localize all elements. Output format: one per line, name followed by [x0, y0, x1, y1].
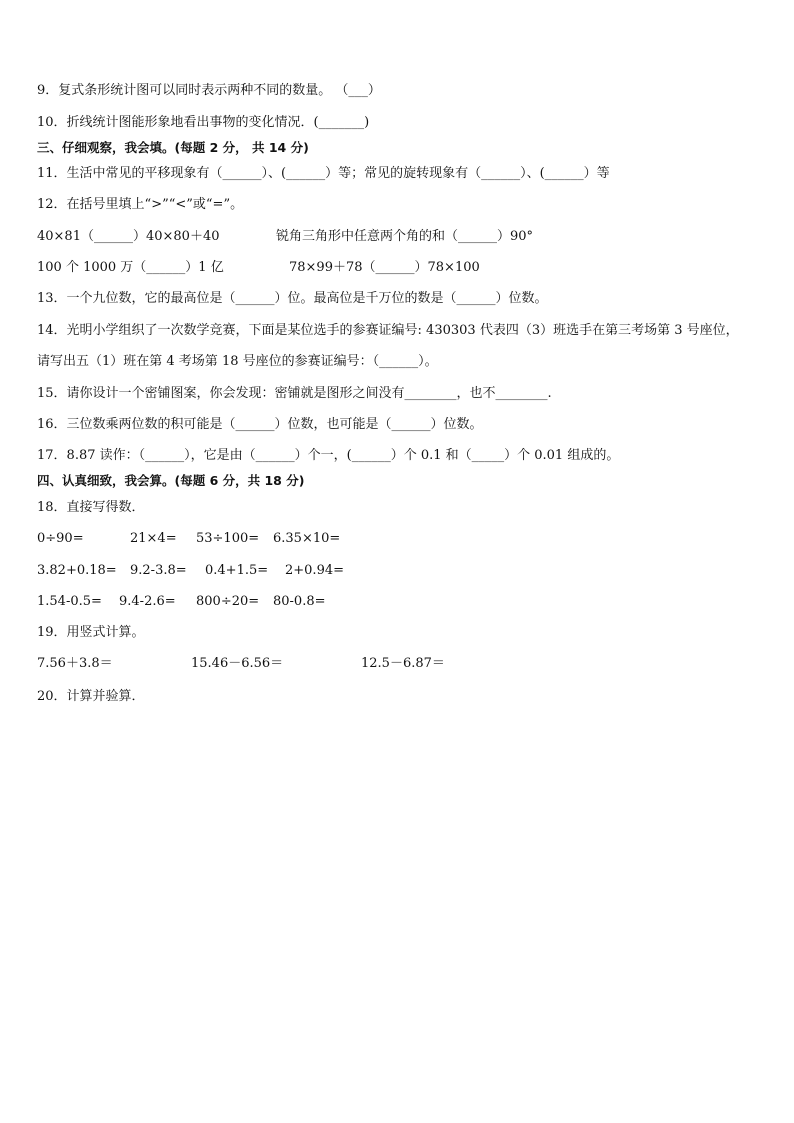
- section-3-heading: 三、仔细观察，我会填。(每题 2 分， 共 14 分): [37, 140, 309, 155]
- q18-item: 80-0.8=: [273, 594, 326, 609]
- q12-item-2: 锐角三角形中任意两个角的和（______）90°: [276, 229, 534, 244]
- question-14-line-1: 14．光明小学组织了一次数学竞赛，下面是某位选手的参赛证编号: 430303 代表四（3）班选手在第三考场第 3 号座位，: [37, 323, 739, 338]
- q18-item: 53÷100=: [196, 531, 260, 546]
- question-10: 10．折线统计图能形象地看出事物的变化情况．(_______): [37, 115, 370, 130]
- q18-item: 6.35×10=: [273, 531, 341, 546]
- q19-item: 12.5－6.87＝: [361, 656, 445, 671]
- question-9: 9．复式条形统计图可以同时表示两种不同的数量。 （___）: [37, 83, 381, 98]
- q19-item: 7.56＋3.8＝: [37, 656, 113, 671]
- question-16: 16．三位数乘两位数的积可能是（______）位数，也可能是（______）位数。: [37, 417, 483, 432]
- q12-item-3: 100 个 1000 万（______）1 亿: [37, 260, 224, 275]
- question-14-line-2: 请写出五（1）班在第 4 考场第 18 号座位的参赛证编号：（______）。: [37, 354, 438, 369]
- q18-item: 21×4=: [130, 531, 177, 546]
- q12-item-1: 40×81（______）40×80＋40: [37, 229, 220, 244]
- question-20: 20．计算并验算．: [37, 689, 145, 704]
- question-13: 13．一个九位数，它的最高位是（______）位。最高位是千万位的数是（______）位数。: [37, 291, 548, 306]
- q18-item: 0÷90=: [37, 531, 84, 546]
- question-11: 11．生活中常见的平移现象有（______）、(______）等；常见的旋转现象有（______）、(______）等: [37, 166, 610, 181]
- q12-item-4: 78×99＋78（______）78×100: [289, 260, 480, 275]
- question-19: 19．用竖式计算。: [37, 625, 145, 640]
- question-12: 12．在括号里填上“>”“<”或“=”。: [37, 197, 244, 212]
- question-17: 17．8.87 读作：（______），它是由（______）个一，(______）个 0.1 和（_____）个 0.01 组成的。: [37, 448, 620, 463]
- q18-item: 1.54-0.5=: [37, 594, 102, 609]
- q18-item: 800÷20=: [196, 594, 260, 609]
- q18-item: 3.82+0.18=: [37, 563, 117, 578]
- question-15: 15．请你设计一个密铺图案，你会发现：密铺就是图形之间没有________，也不________.: [37, 386, 552, 401]
- q18-item: 9.2-3.8=: [130, 563, 187, 578]
- q19-item: 15.46－6.56＝: [191, 656, 284, 671]
- q18-item: 2+0.94=: [285, 563, 345, 578]
- q18-item: 0.4+1.5=: [205, 563, 269, 578]
- section-4-heading: 四、认真细致，我会算。(每题 6 分，共 18 分): [37, 473, 305, 488]
- question-18: 18．直接写得数．: [37, 500, 145, 515]
- q18-item: 9.4-2.6=: [119, 594, 176, 609]
